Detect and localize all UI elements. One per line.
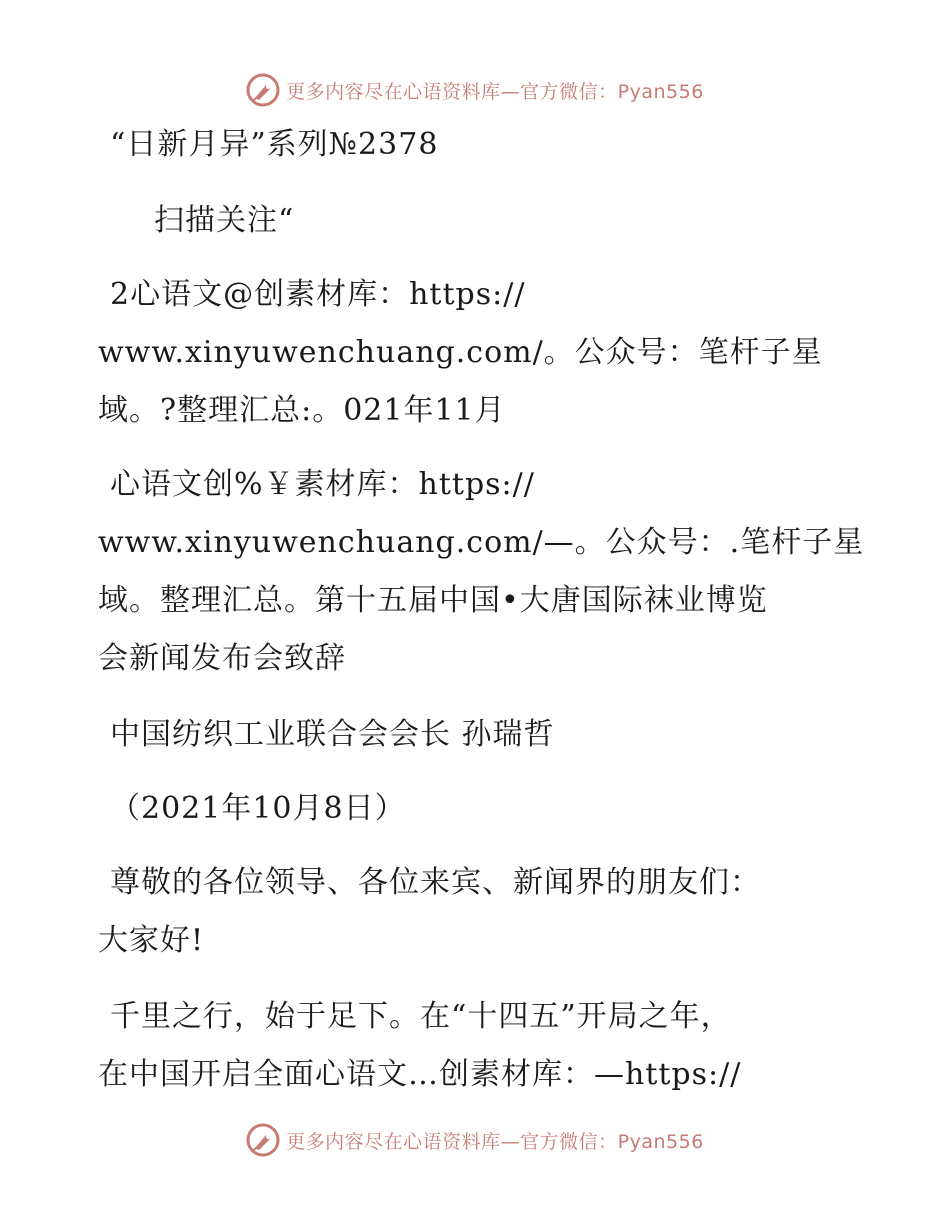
pen-nib-logo-icon [246, 1123, 280, 1157]
watermark-text: 更多内容尽在心语资料库—官方微信：Pyan556 [286, 80, 704, 103]
greeting-paragraph: 尊敬的各位领导、各位来宾、新闻界的朋友们： 大家好! [98, 865, 761, 958]
top-watermark-banner [0, 70, 950, 110]
date-line: （2021年10月8日） [110, 791, 406, 826]
source-paragraph-1: 2心语文@创素材库：https:// www.xinyuwenchuang.com/。公众号：笔杆子星 域。?整理汇总:。021年11月 [98, 277, 823, 428]
scan-follow-line: 扫描关注“ [154, 203, 295, 238]
series-title: “日新月异”系列№2378 [110, 127, 439, 162]
watermark-text: 更多内容尽在心语资料库—官方微信：Pyan556 [286, 1130, 704, 1153]
bottom-watermark-banner [0, 1120, 950, 1160]
source-paragraph-2: 心语文创%￥素材库：https:// www.xinyuwenchuang.com/—。公众号：.笔杆子星 域。整理汇总。第十五届中国•大唐国际袜业博览 会新闻发布会致辞 [98, 467, 865, 676]
speaker-line: 中国纺织工业联合会会长 孙瑞哲 [110, 717, 555, 752]
pen-nib-logo-icon [246, 73, 280, 107]
opening-paragraph: 千里之行，始于足下。在“十四五”开局之年， 在中国开启全面心语文…创素材库：—https:// [98, 999, 742, 1092]
